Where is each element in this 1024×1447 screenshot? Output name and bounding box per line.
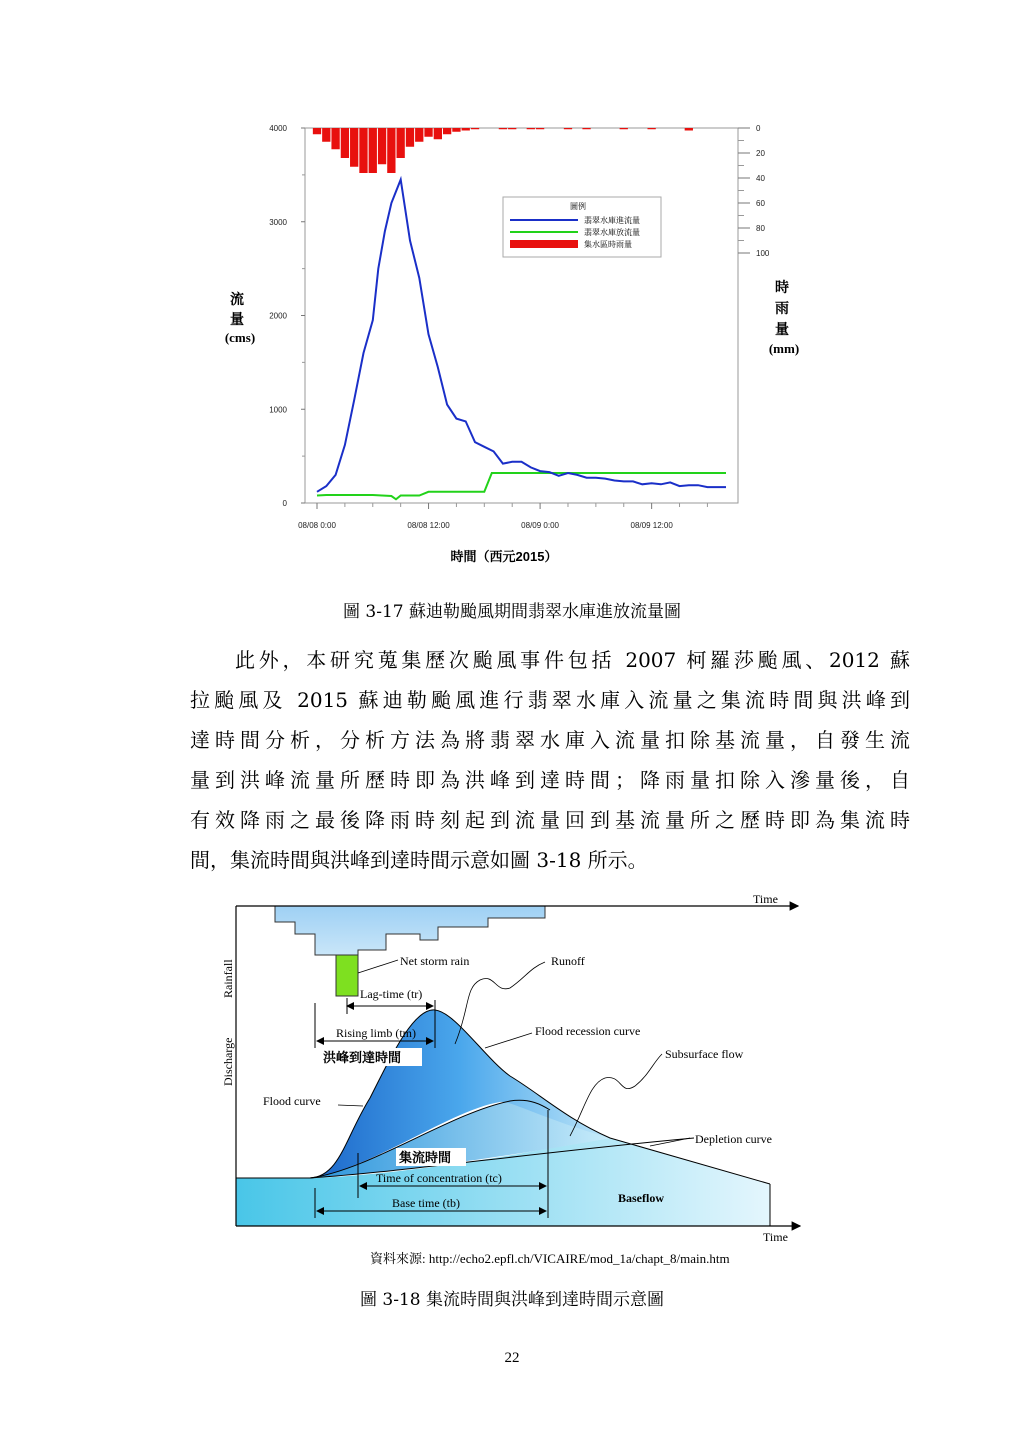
depletion-curve-label: Depletion curve xyxy=(695,1132,772,1146)
rainfall-axis-label: Rainfall xyxy=(221,959,235,998)
svg-text:流: 流 xyxy=(230,291,244,307)
rain-bar xyxy=(313,128,321,134)
rain-bar xyxy=(582,128,590,129)
rain-bar xyxy=(369,128,377,173)
rain-bar xyxy=(508,128,516,129)
net-storm-rain-label: Net storm rain xyxy=(400,954,470,968)
rain-bar xyxy=(434,128,442,139)
rain-bar xyxy=(452,128,460,132)
figure-3-18-caption: 圖 3-18 集流時間與洪峰到達時間示意圖 xyxy=(360,1290,664,1310)
concentration-label: 集流時間 xyxy=(399,1150,452,1165)
svg-text:(mm): (mm) xyxy=(768,341,800,356)
y-tick-label-right: 60 xyxy=(756,199,765,208)
svg-text:量: 量 xyxy=(775,321,789,337)
rain-bar xyxy=(462,128,470,131)
flood-curve-label: Flood curve xyxy=(263,1094,321,1108)
paragraph-line: 間，集流時間與洪峰到達時間示意如圖 3-18 所示。 xyxy=(190,848,648,872)
rain-bar xyxy=(443,128,451,134)
rain-bar xyxy=(471,128,479,129)
flood-curve-leader xyxy=(338,1105,363,1106)
paragraph-line: 量到洪峰流量所歷時即為洪峰到達時間；降雨量扣除入滲量後，自 xyxy=(190,768,910,792)
baseflow-label: Baseflow xyxy=(618,1191,664,1205)
rainfall-hyetograph xyxy=(275,906,545,955)
legend-rain-label: 集水區時雨量 xyxy=(584,240,632,249)
svg-text:量: 量 xyxy=(230,311,244,327)
rain-bar xyxy=(387,128,395,173)
peak-arrival-label: 洪峰到達時間 xyxy=(323,1050,402,1065)
legend-outflow-label: 翡翠水庫放流量 xyxy=(584,228,640,237)
y-tick-label-left: 0 xyxy=(282,499,287,508)
body-paragraph xyxy=(190,640,910,880)
legend-title: 圖例 xyxy=(570,202,586,211)
figure-source: 資料來源: http://echo2.epfl.ch/VICAIRE/mod_1a/chapt_8/main.htm xyxy=(370,1251,730,1266)
rain-bar xyxy=(527,128,535,129)
y-tick-label-left: 2000 xyxy=(269,311,287,321)
y-axis-title-right xyxy=(769,279,799,356)
figure-3-17-caption: 圖 3-17 蘇迪勒颱風期間翡翠水庫進放流量圖 xyxy=(343,602,681,622)
rain-bar xyxy=(341,128,349,158)
rain-bar xyxy=(322,128,330,142)
rain-bar xyxy=(415,128,423,142)
time-of-concentration-label: Time of concentration (tc) xyxy=(376,1171,502,1185)
time-label-top: Time xyxy=(753,892,778,906)
x-tick-label: 08/08 12:00 xyxy=(407,521,450,530)
rain-bar xyxy=(499,128,507,129)
legend-inflow-label: 翡翠水庫進流量 xyxy=(584,216,640,225)
rain-bar xyxy=(536,128,544,129)
recession-leader xyxy=(485,1033,532,1048)
y-axis-title-left xyxy=(225,291,255,345)
page-number: 22 xyxy=(504,1350,520,1366)
rain-bar xyxy=(424,128,432,137)
rain-bar xyxy=(350,128,358,167)
discharge-axis-label: Discharge xyxy=(221,1037,235,1086)
x-tick-label: 08/09 12:00 xyxy=(630,521,673,530)
x-tick-label: 08/08 0:00 xyxy=(298,521,336,530)
legend-rain-swatch xyxy=(510,240,578,248)
y-tick-label-left: 4000 xyxy=(269,124,287,133)
inflow-outflow-chart xyxy=(210,112,830,572)
rain-bar xyxy=(331,128,339,149)
rain-bar xyxy=(397,128,405,158)
x-tick-label: 08/09 0:00 xyxy=(521,521,559,530)
net-rain-leader xyxy=(358,960,398,973)
lag-time-label: Lag-time (tr) xyxy=(360,987,423,1001)
time-label-bottom: Time xyxy=(763,1230,788,1244)
plot-frame xyxy=(305,128,738,503)
subsurface-flow-label: Subsurface flow xyxy=(665,1047,744,1061)
paragraph-line: 有效降雨之最後降雨時刻起到流量回到基流量所之歷時即為集流時 xyxy=(190,808,910,832)
x-axis-title: 時間（西元2015） xyxy=(450,549,558,564)
y-tick-label-right: 100 xyxy=(756,249,770,258)
runoff-leader xyxy=(455,962,545,1044)
runoff-label: Runoff xyxy=(551,954,585,968)
y-tick-label-right: 40 xyxy=(756,174,765,183)
svg-text:(cms): (cms) xyxy=(224,330,256,345)
y-tick-label-right: 80 xyxy=(756,224,765,233)
y-tick-label-left: 1000 xyxy=(269,405,287,415)
chart-legend xyxy=(503,197,661,257)
subsurface-leader xyxy=(570,1054,662,1136)
rain-bar xyxy=(647,128,655,129)
rain-bar xyxy=(685,128,693,131)
rising-limb-label: Rising limb (tm) xyxy=(336,1026,417,1040)
y-tick-label-left: 3000 xyxy=(269,217,287,227)
y-tick-label-right: 0 xyxy=(756,124,761,133)
paragraph-line: 拉颱風及 2015 蘇迪勒颱風進行翡翠水庫入流量之集流時間與洪峰到 xyxy=(190,688,910,712)
rain-bar xyxy=(378,128,386,164)
svg-text:雨: 雨 xyxy=(775,300,789,316)
rain-bar xyxy=(620,128,628,129)
base-time-label: Base time (tb) xyxy=(392,1196,460,1210)
paragraph-line: 達時間分析，分析方法為將翡翠水庫入流量扣除基流量，自發生流 xyxy=(190,728,910,752)
net-storm-rain-bar xyxy=(315,955,358,996)
rain-bar xyxy=(564,128,572,129)
y-tick-label-right: 20 xyxy=(756,149,765,158)
hydrograph-diagram xyxy=(210,888,820,1248)
svg-text:時: 時 xyxy=(775,279,789,295)
flood-recession-label: Flood recession curve xyxy=(535,1024,641,1038)
rain-bar xyxy=(406,128,414,147)
rain-bar xyxy=(359,128,367,173)
paragraph-line: 此外，本研究蒐集歷次颱風事件包括 2007 柯羅莎颱風、2012 蘇 xyxy=(235,648,910,672)
